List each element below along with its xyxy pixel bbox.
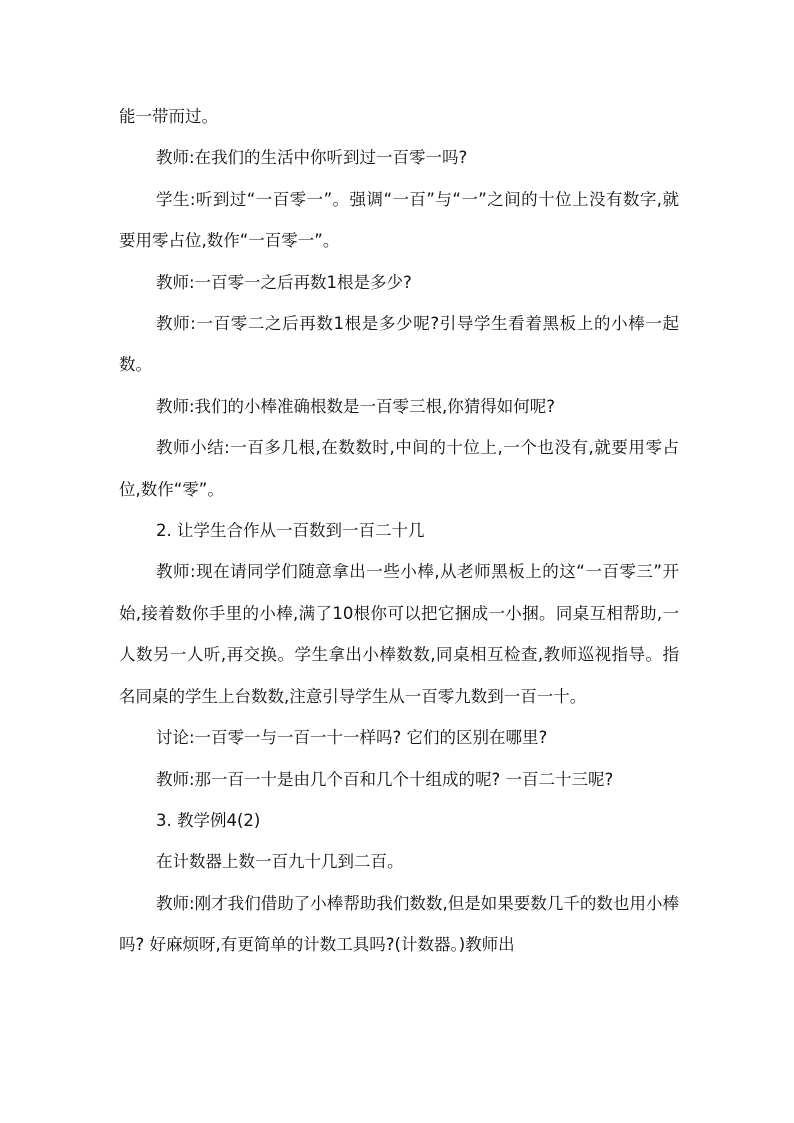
- paragraph-3: 学生:听到过“一百零一”。强调“一百”与“一”之间的十位上没有数字,就要用零占位,数作“一百零一”。: [119, 189, 679, 251]
- paragraph-2: 教师:在我们的生活中你听到过一百零一吗?: [156, 148, 468, 168]
- paragraph-14: 教师:刚才我们借助了小棒帮助我们数数,但是如果要数几千的数也用小棒吗? 好麻烦呀,有更简单的计数工具吗?(计数器。)教师出: [119, 893, 679, 955]
- document-body: [119, 96, 679, 966]
- paragraph-4: 教师:一百零一之后再数1根是多少?: [156, 272, 412, 292]
- paragraph-7: 教师小结:一百多几根,在数数时,中间的十位上,一个也没有,就要用零占位,数作“零”。: [119, 438, 679, 499]
- paragraph-13: 在计数器上数一百九十几到二百。: [156, 852, 404, 872]
- section-heading-3: 3. 教学例4(2): [156, 810, 261, 830]
- paragraph-6: 教师:我们的小棒准确根数是一百零三根,你猜得如何呢?: [156, 396, 556, 416]
- paragraph-5: 教师:一百零二之后再数1根是多少呢?引导学生看着黑板上的小棒一起数。: [119, 314, 679, 375]
- paragraph-1: 能一带而过。: [119, 107, 218, 126]
- paragraph-11: 教师:那一百一十是由几个百和几个十组成的呢? 一百二十三呢?: [156, 769, 614, 789]
- paragraph-9: 教师:现在请同学们随意拿出一些小棒,从老师黑板上的这“一百零三”开始,接着数你手里的小棒,满了10根你可以把它捆成一小捆。同桌互相帮助,一人数另一人听,再交换。学生拿出小棒数数,同桌相互检查,教师巡视指导。指名同桌的学生上台数数,注意引导学生从一百零九数到一百一十。: [119, 562, 679, 706]
- section-heading-2: 2. 让学生合作从一百数到一百二十几: [156, 521, 425, 541]
- paragraph-10: 讨论:一百零一与一百一十一样吗? 它们的区别在哪里?: [156, 728, 548, 748]
